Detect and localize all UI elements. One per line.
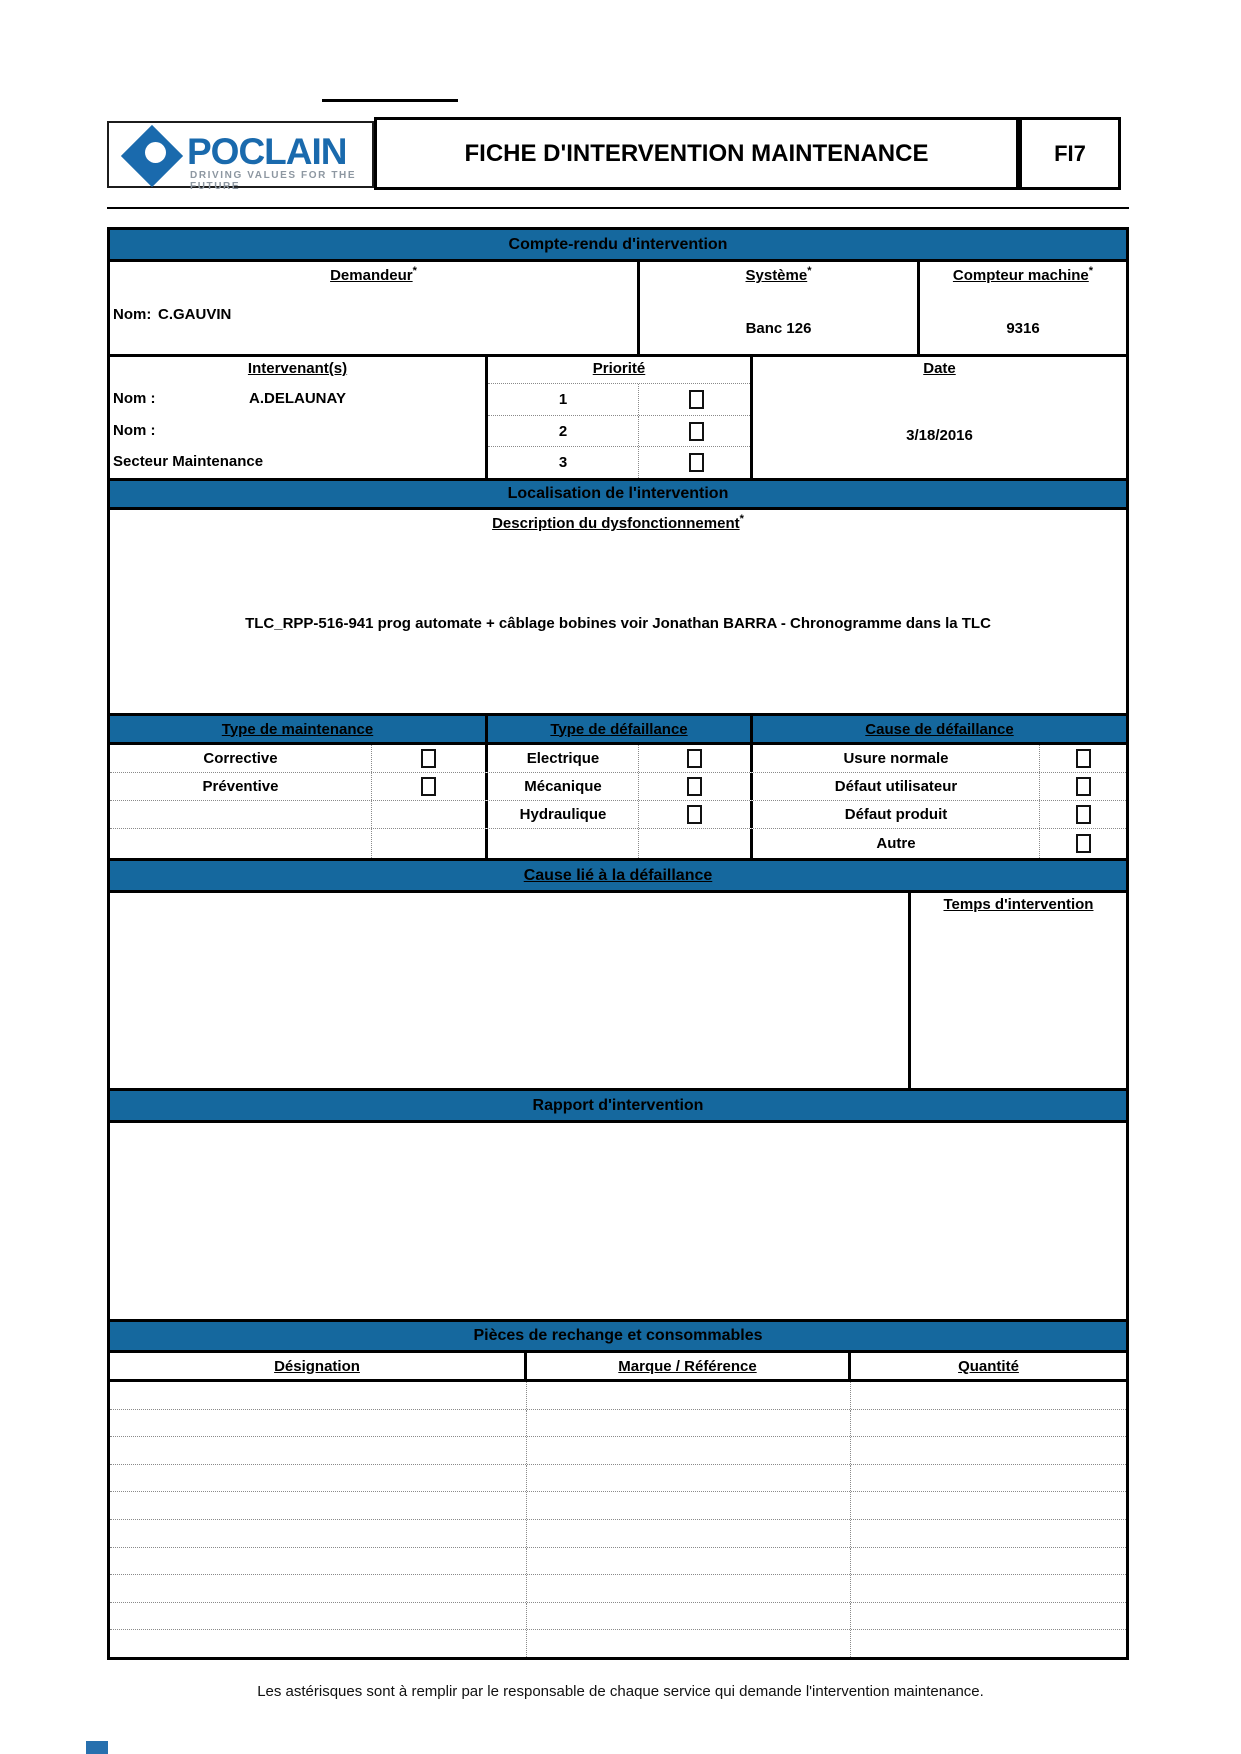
page-break-line — [322, 99, 458, 102]
intervenants-label: Intervenant(s) — [247, 360, 348, 377]
footer-note: Les astérisques sont à remplir par le responsable de chaque service qui demande l'intervention maintenance. — [257, 1683, 984, 1700]
systeme-label: Système* — [745, 265, 812, 284]
types-header-row — [110, 713, 1126, 745]
section-banner-rapport: Rapport d'intervention — [110, 1088, 1126, 1123]
checkbox-usure-normale[interactable] — [1076, 749, 1091, 768]
nom-label: Nom: — [113, 306, 152, 323]
cause-defaillance-header: Cause de défaillance — [753, 713, 1126, 745]
pieces-table-row[interactable] — [110, 1548, 1126, 1576]
rapport-intervention-box[interactable] — [110, 1123, 1126, 1319]
pieces-empty-rows — [110, 1382, 1126, 1660]
intervenants-cell — [110, 357, 488, 478]
description-label: Description du dysfonctionnement* — [492, 513, 744, 532]
checkbox-corrective[interactable] — [421, 749, 436, 768]
types-row-4: Autre — [110, 829, 1126, 858]
checkbox-mecanique[interactable] — [687, 777, 702, 796]
date-value[interactable]: 3/18/2016 — [906, 427, 973, 444]
types-checkbox-grid — [110, 745, 1126, 858]
demandeur-label: Demandeur* — [330, 265, 417, 284]
logo-tagline: DRIVING VALUES FOR THE FUTURE — [190, 170, 357, 192]
date-cell — [753, 357, 1126, 478]
form-code: FI7 — [1019, 117, 1121, 190]
col-designation: Désignation — [110, 1353, 527, 1379]
checkbox-defaut-utilisateur[interactable] — [1076, 777, 1091, 796]
checkbox-defaut-produit[interactable] — [1076, 805, 1091, 824]
row-intervenants-priorite-date — [110, 357, 1126, 478]
company-logo — [107, 121, 374, 192]
form-body — [107, 227, 1129, 1660]
intervenant-row[interactable]: Nom : A.DELAUNAY — [110, 384, 485, 415]
compteur-label: Compteur machine* — [952, 265, 1094, 284]
intervenant-row[interactable]: Nom : — [113, 422, 156, 439]
type-maintenance-header: Type de maintenance — [110, 713, 488, 745]
pieces-table-row[interactable] — [110, 1492, 1126, 1520]
cause-liee-box[interactable] — [110, 893, 1126, 1088]
priorite-label: Priorité — [488, 357, 750, 384]
row-demandeur-systeme-compteur — [110, 262, 1126, 357]
date-label: Date — [923, 360, 956, 377]
priorite-row-2: 2 — [488, 416, 750, 447]
types-row-1: Corrective Electrique Usure normale — [110, 745, 1126, 773]
checkbox-preventive[interactable] — [421, 777, 436, 796]
col-marque-reference: Marque / Référence — [527, 1353, 851, 1379]
pieces-table-row[interactable] — [110, 1382, 1126, 1410]
pieces-table-row[interactable] — [110, 1603, 1126, 1631]
secteur-maintenance-row[interactable]: Secteur Maintenance — [113, 453, 264, 470]
description-value: TLC_RPP-516-941 prog automate + câblage bobines voir Jonathan BARRA - Chronogramme dans la TLC — [245, 615, 991, 632]
pieces-table-row[interactable] — [110, 1437, 1126, 1465]
checkbox-priorite-2[interactable] — [689, 422, 704, 441]
checkbox-hydraulique[interactable] — [687, 805, 702, 824]
temps-intervention-cell[interactable] — [908, 893, 1126, 1088]
section-banner-compte-rendu: Compte-rendu d'intervention — [110, 227, 1126, 262]
type-defaillance-header: Type de défaillance — [488, 713, 753, 745]
form-title: FICHE D'INTERVENTION MAINTENANCE — [374, 117, 1019, 190]
pieces-table-header — [110, 1353, 1126, 1382]
section-banner-cause-liee: Cause lié à la défaillance — [110, 858, 1126, 893]
systeme-cell — [640, 262, 920, 354]
demandeur-cell — [110, 262, 640, 354]
poclain-diamond-icon — [121, 125, 183, 187]
priorite-row-3: 3 — [488, 447, 750, 478]
compteur-value[interactable]: 9316 — [1006, 320, 1040, 337]
pieces-table-row[interactable] — [110, 1465, 1126, 1493]
compteur-cell — [920, 262, 1126, 354]
pieces-table-row[interactable] — [110, 1630, 1126, 1657]
section-banner-pieces: Pièces de rechange et consommables — [110, 1319, 1126, 1353]
demandeur-nom-value[interactable]: C.GAUVIN — [158, 306, 232, 323]
types-row-3: Hydraulique Défaut produit — [110, 801, 1126, 829]
temps-intervention-label: Temps d'intervention — [943, 896, 1094, 913]
checkbox-autre[interactable] — [1076, 834, 1091, 853]
priorite-row-1: 1 — [488, 384, 750, 416]
checkbox-priorite-3[interactable] — [689, 453, 704, 472]
divider-line — [107, 207, 1129, 209]
priorite-cell — [488, 357, 753, 478]
pieces-table-row[interactable] — [110, 1520, 1126, 1548]
description-box[interactable] — [110, 510, 1126, 713]
pieces-table-row[interactable] — [110, 1575, 1126, 1603]
col-quantite: Quantité — [958, 1357, 1019, 1375]
logo-wordmark: POCLAIN — [187, 131, 347, 172]
section-banner-localisation: Localisation de l'intervention — [110, 478, 1126, 510]
page-corner-mark — [86, 1741, 108, 1754]
types-row-2: Préventive Mécanique Défaut utilisateur — [110, 773, 1126, 801]
checkbox-priorite-1[interactable] — [689, 390, 704, 409]
pieces-table-row[interactable] — [110, 1410, 1126, 1438]
intervenant-name-value: A.DELAUNAY — [249, 390, 346, 407]
systeme-value[interactable]: Banc 126 — [745, 320, 812, 337]
checkbox-electrique[interactable] — [687, 749, 702, 768]
